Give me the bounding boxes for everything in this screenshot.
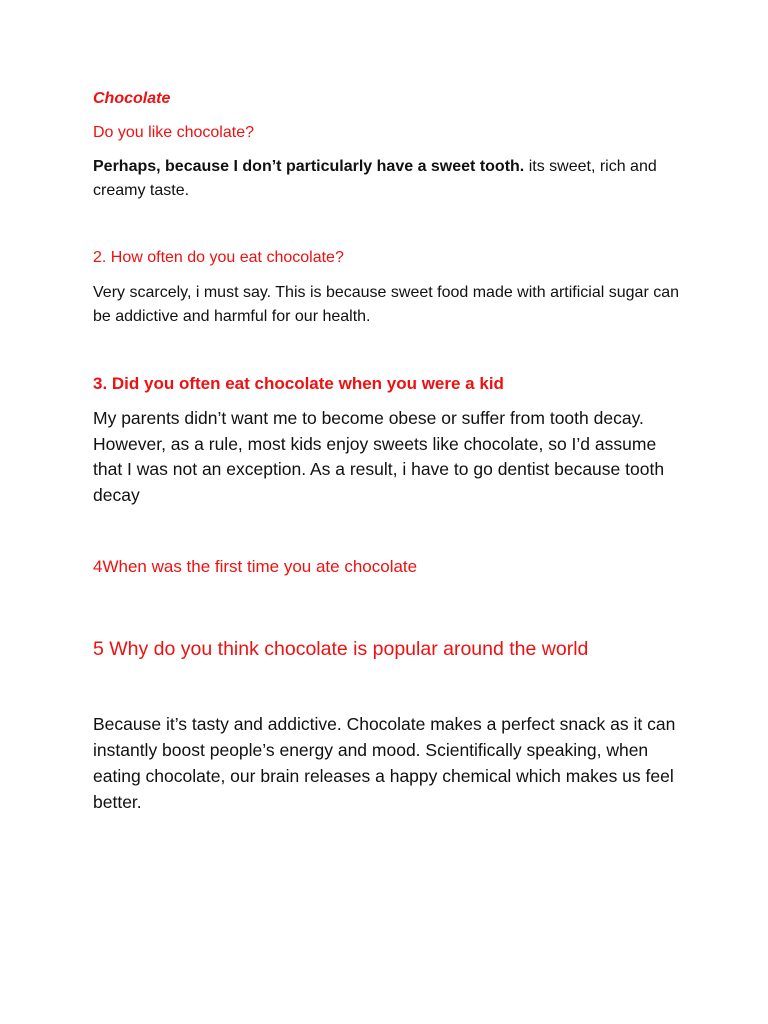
question-5: 5 Why do you think chocolate is popular around the world [93,638,589,660]
document-page [93,0,683,1024]
answer-5: Because it’s tasty and addictive. Chocolate makes a perfect snack as it can instantly boost people’s energy and mood. Scientifically speaking, when eating chocolate, our brain releases a happy chemical which makes us feel better. [93,714,676,812]
question-2: 2. How often do you eat chocolate? [93,249,344,266]
question-3: 3. Did you often eat chocolate when you were a kid [93,374,504,393]
question-1: Do you like chocolate? [93,124,254,141]
answer-1 [93,155,683,203]
question-4: 4When was the first time you ate chocolate [93,557,418,576]
answer-1-bold: Perhaps, because I don’t particularly have a sweet tooth. [93,158,525,175]
answer-1-rest: its sweet, rich and creamy taste. [93,158,657,199]
document-title: Chocolate [93,90,171,107]
answer-3: My parents didn’t want me to become obese or suffer from tooth decay. However, as a rule, most kids enjoy sweets like chocolate, so I’d assume that I was not an exception. As a result, i have to go dentist because tooth decay [93,408,665,505]
answer-2: Very scarcely, i must say. This is because sweet food made with artificial sugar can be addictive and harmful for our health. [93,284,680,325]
